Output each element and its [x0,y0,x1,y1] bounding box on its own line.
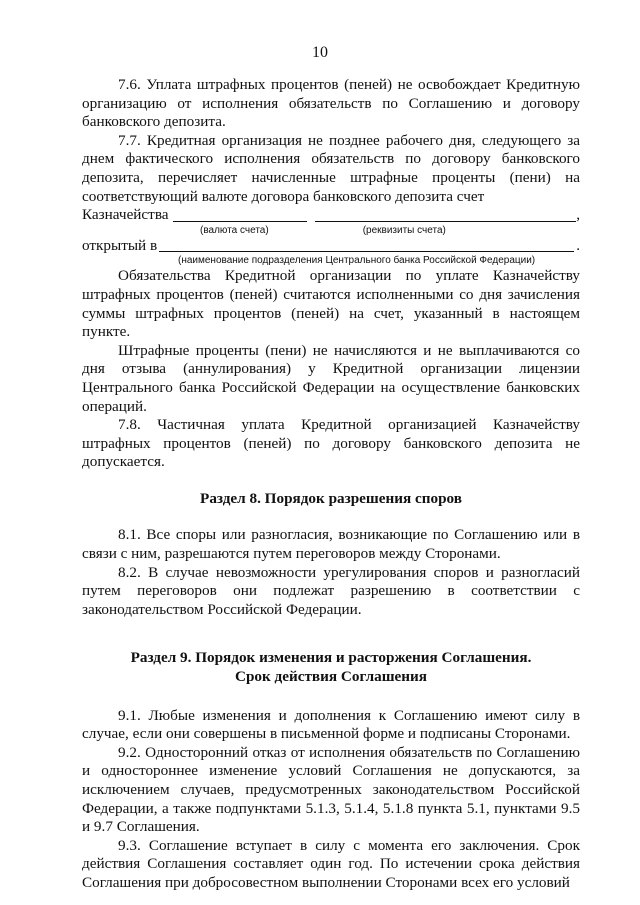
obligations-paragraph: Обязательства Кредитной организации по уплате Казначейству штрафных процентов (пеней) считаются исполненными со дня зачисления суммы штрафных процентов (пеней) на счет, указанный в настоящем пункте. [82,267,580,341]
currency-blank [173,207,307,222]
comma: , [576,206,580,224]
clause-9-1: 9.1. Любые изменения и дополнения к Соглашению имеют силу в случае, если они совершены в письменной форме и подписаны Сторонами. [82,706,580,743]
details-blank [315,207,577,222]
clause-8-1: 8.1. Все споры или разногласия, возникающие по Соглашению или в связи с ним, разрешаются путем переговоров между Сторонами. [82,526,580,563]
period: . [576,236,580,254]
clause-9-3: 9.3. Соглашение вступает в силу с момента его заключения. Срок действия Соглашения составляет один год. По истечении срока действия Соглашения при добросовестном выполнении Сторонами всех его условий [82,836,580,891]
clause-7-7: 7.7. Кредитная организация не позднее рабочего дня, следующего за днем фактического исполнения обязательств по договору банковского депозита, перечисляет начисленные штрафные проценты (пени) на соответствующий валюте договора банковского депозита счет [82,131,580,205]
treasury-label: Казначейства [82,206,169,224]
clause-8-2: 8.2. В случае невозможности урегулирования споров и разногласий путем переговоров они подлежат разрешению в соответствии с законодательством Российской Федерации. [82,563,580,618]
page-number: 10 [312,44,328,61]
opened-label: открытый в [82,236,158,254]
caption-currency: (валюта счета) [200,224,269,236]
account-blank-fields [169,207,577,225]
treasury-account-line [82,206,580,225]
clause-7-8: 7.8. Частичная уплата Кредитной организацией Казначейству штрафных процентов (пеней) по договору банковского депозита не допускается. [82,416,580,471]
caption-cb-branch: (наименование подразделения Центрального банка Российской Федерации) [178,255,536,267]
document-body [82,76,580,893]
caption-details: (реквизиты счета) [362,224,446,236]
section-9-title-line1: Раздел 9. Порядок изменения и расторжения Соглашения. [130,649,532,667]
cb-branch-blank [159,237,574,252]
clause-9-2: 9.2. Односторонний отказ от исполнения обязательств по Соглашению и одностороннее изменение условий Соглашения не допускаются, за исключением случаев, предусмотренных законодательством Российской Федерации, а также подпунктами 5.1.3, 5.1.4, 5.1.8 пункта 5.1, пунктами 9.5 и 9.7 Соглашения. [82,743,580,836]
account-captions [82,225,580,237]
clause-7-6: 7.6. Уплата штрафных процентов (пеней) не освобождает Кредитную организацию от исполнения обязательств по Соглашению и договору банковского депозита. [82,76,580,131]
section-9-title-line2: Срок действия Соглашения [235,668,427,686]
opened-in-line [82,237,580,256]
section-8-title: Раздел 8. Порядок разрешения споров [200,489,462,507]
section-9-heading [82,649,580,686]
cb-caption-row [82,255,580,267]
penalties-paragraph: Штрафные проценты (пени) не начисляются и не выплачиваются со дня отзыва (аннулирования) у Кредитной организации лицензии Центрального банка Российской Федерации на осуществление банковских операций. [82,341,580,415]
